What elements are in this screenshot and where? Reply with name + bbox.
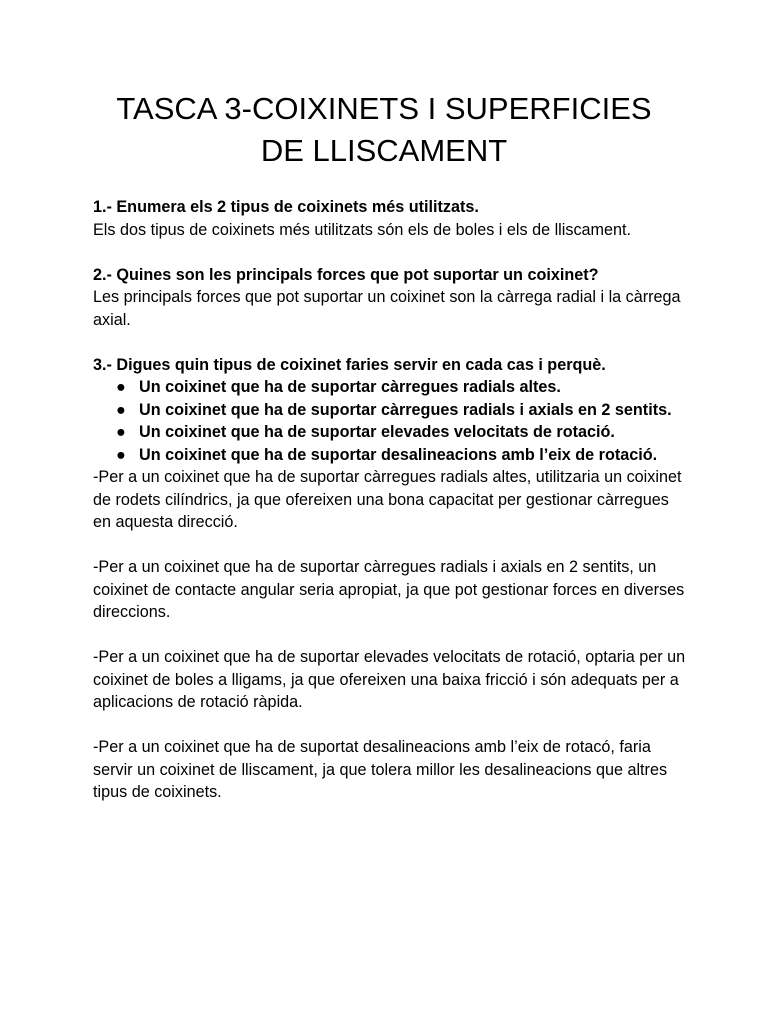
list-item xyxy=(93,421,688,444)
spacer xyxy=(93,624,688,647)
answer-1: Els dos tipus de coixinets més utilitzats són els de boles i els de lliscament. xyxy=(93,220,632,239)
list-item xyxy=(93,376,688,399)
case-text: Un coixinet que ha de suportar elevades velocitats de rotació. xyxy=(139,423,615,441)
question-3: 3.- Digues quin tipus de coixinet faries servir en cada cas i perquè. xyxy=(93,355,606,374)
answer-3-radial-axial: -Per a un coixinet que ha de suportar càrregues radials i axials en 2 sentits, un coixinet de contacte angular seria apropiat, ja que pot gestionar forces en diverses direccions. xyxy=(93,558,685,621)
spacer xyxy=(93,534,688,557)
answer-3-misalignment: -Per a un coixinet que ha de suportat desalineacions amb l’eix de rotacó, faria servir un coixinet de lliscament, ja que tolera millor les desalineacions que altres tipus de coixinets. xyxy=(93,738,668,801)
spacer xyxy=(93,241,688,264)
case-text: Un coixinet que ha de suportar càrregues radials i axials en 2 sentits. xyxy=(139,400,672,419)
bullet-icon: ● xyxy=(116,378,126,396)
question-1: 1.- Enumera els 2 tipus de coixinets més utilitzats. xyxy=(93,198,479,216)
case-text: Un coixinet que ha de suportar desalineacions amb l’eix de rotació. xyxy=(139,445,658,464)
title-line-1: TASCA 3-COIXINETS I SUPERFICIES xyxy=(116,91,652,126)
answer-3-radial: -Per a un coixinet que ha de suportar càrregues radials altes, utilitzaria un coixinet de rodets cilíndrics, ja que ofereixen una bona capacitat per gestionar càrregues en aquesta direcció. xyxy=(93,468,682,531)
case-list xyxy=(93,376,688,466)
bullet-icon: ● xyxy=(116,400,126,419)
title-line-2: DE LLISCAMENT xyxy=(260,133,508,168)
spacer xyxy=(93,714,688,737)
document-title xyxy=(80,88,688,172)
list-item xyxy=(93,399,688,422)
list-item xyxy=(93,444,688,467)
bullet-icon: ● xyxy=(116,423,126,441)
document-body xyxy=(93,196,688,804)
question-2: 2.- Quines son les principals forces que pot suportar un coixinet? xyxy=(93,265,599,284)
case-text: Un coixinet que ha de suportar càrregues radials altes. xyxy=(139,378,561,396)
answer-2: Les principals forces que pot suportar un coixinet son la càrrega radial i la càrrega axial. xyxy=(93,288,681,329)
bullet-icon: ● xyxy=(116,445,126,464)
spacer xyxy=(93,331,688,354)
answer-3-high-speed: -Per a un coixinet que ha de suportar elevades velocitats de rotació, optaria per un coixinet de boles a lligams, ja que ofereixen una baixa fricció i són adequats per a aplicacions de rotació ràpida. xyxy=(93,648,686,711)
